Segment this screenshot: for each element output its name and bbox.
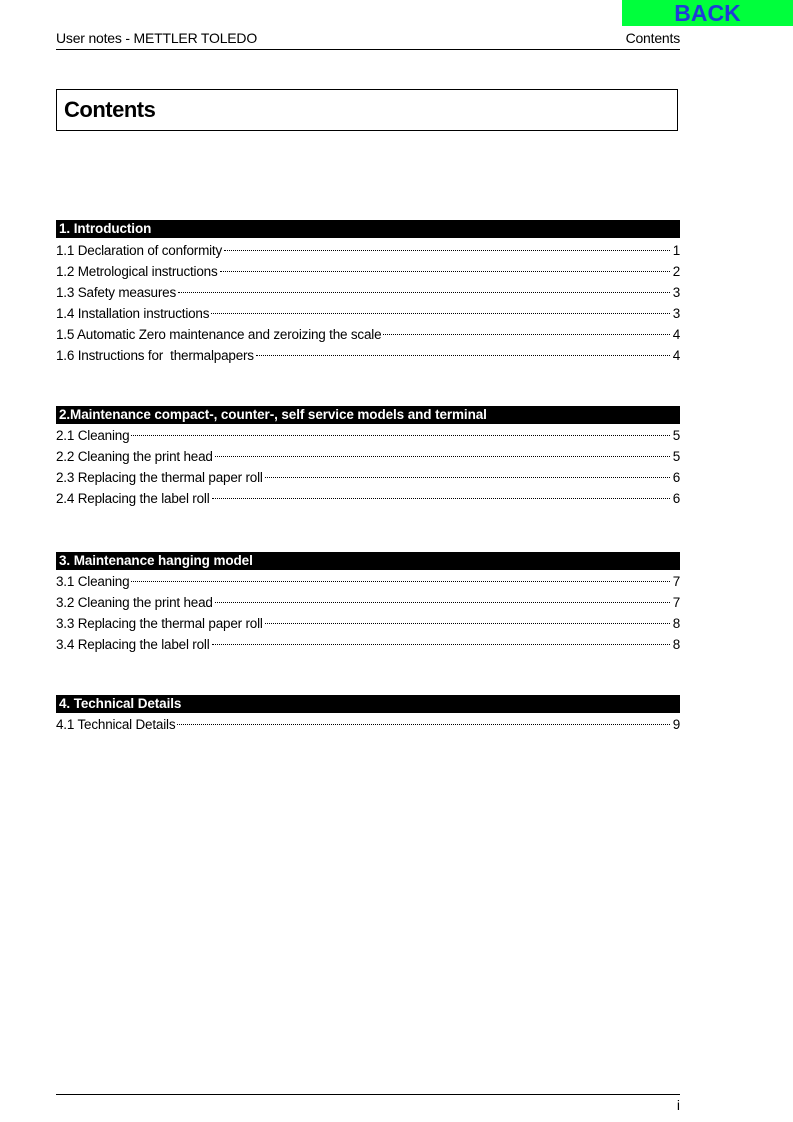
- header-right-text: Contents: [625, 30, 680, 46]
- toc-entry-label: 1.6 Instructions for thermalpapers: [56, 348, 254, 363]
- toc-entry[interactable]: [56, 592, 680, 613]
- section-heading: 4. Technical Details: [56, 695, 680, 713]
- dot-leader: [256, 355, 670, 356]
- toc-section-maintenance-compact: [56, 406, 680, 509]
- toc-entry-page: 8: [672, 637, 680, 652]
- dot-leader: [178, 292, 670, 293]
- toc-entry-page: 8: [672, 616, 680, 631]
- toc-entry-label: 4.1 Technical Details: [56, 717, 176, 732]
- toc-entry-page: 9: [672, 717, 680, 732]
- toc-entry[interactable]: [56, 634, 680, 655]
- section-heading: 3. Maintenance hanging model: [56, 552, 680, 570]
- toc-entry[interactable]: [56, 714, 680, 735]
- toc-entry-page: 6: [672, 491, 680, 506]
- toc-entry-label: 1.2 Metrological instructions: [56, 264, 218, 279]
- toc-entry-label: 3.2 Cleaning the print head: [56, 595, 213, 610]
- toc-entry-page: 4: [672, 348, 680, 363]
- footer-rule: [56, 1094, 680, 1095]
- dot-leader: [265, 477, 670, 478]
- dot-leader: [211, 313, 670, 314]
- toc-entry-label: 1.3 Safety measures: [56, 285, 177, 300]
- toc-section-introduction: [56, 220, 680, 366]
- toc-entry[interactable]: [56, 261, 680, 282]
- toc-entry-label: 2.4 Replacing the label roll: [56, 491, 210, 506]
- dot-leader: [383, 334, 670, 335]
- toc-entry-page: 3: [672, 285, 680, 300]
- toc-entry[interactable]: [56, 613, 680, 634]
- dot-leader: [265, 623, 670, 624]
- section-heading: 1. Introduction: [56, 220, 680, 238]
- toc-entry-page: 3: [672, 306, 680, 321]
- toc-entry-page: 7: [672, 574, 680, 589]
- dot-leader: [177, 724, 670, 725]
- dot-leader: [215, 602, 670, 603]
- toc-entry-label: 1.5 Automatic Zero maintenance and zeroizing the scale: [56, 327, 382, 342]
- dot-leader: [220, 271, 670, 272]
- running-header: [56, 29, 680, 50]
- toc-entry-label: 3.1 Cleaning: [56, 574, 130, 589]
- page-title: Contents: [64, 97, 156, 122]
- toc-entry-label: 2.3 Replacing the thermal paper roll: [56, 470, 263, 485]
- toc-entry-label: 1.1 Declaration of conformity: [56, 243, 223, 258]
- dot-leader: [212, 644, 671, 645]
- toc-entry-label: 3.4 Replacing the label roll: [56, 637, 210, 652]
- toc-section-technical-details: [56, 695, 680, 735]
- toc-entry-label: 3.3 Replacing the thermal paper roll: [56, 616, 263, 631]
- section-heading: 2.Maintenance compact-, counter-, self service models and terminal: [56, 406, 680, 424]
- toc-entry-page: 1: [672, 243, 680, 258]
- toc-entry-page: 5: [672, 428, 680, 443]
- toc-entry-label: 1.4 Installation instructions: [56, 306, 210, 321]
- header-left-text: User notes - METTLER TOLEDO: [56, 30, 258, 46]
- toc-entry-page: 2: [672, 264, 680, 279]
- dot-leader: [131, 581, 670, 582]
- toc-entry-page: 6: [672, 470, 680, 485]
- dot-leader: [215, 456, 670, 457]
- toc-entry-label: 2.2 Cleaning the print head: [56, 449, 213, 464]
- toc-entry[interactable]: [56, 345, 680, 366]
- toc-section-maintenance-hanging: [56, 552, 680, 655]
- toc-entry-page: 5: [672, 449, 680, 464]
- back-button[interactable]: BACK: [622, 0, 793, 26]
- toc-entry-page: 7: [672, 595, 680, 610]
- toc-entry[interactable]: [56, 488, 680, 509]
- toc-entry[interactable]: [56, 467, 680, 488]
- title-box: [56, 89, 678, 131]
- toc-entry-page: 4: [672, 327, 680, 342]
- toc-entry[interactable]: [56, 282, 680, 303]
- dot-leader: [224, 250, 670, 251]
- dot-leader: [212, 498, 671, 499]
- toc-entry[interactable]: [56, 425, 680, 446]
- toc-entry[interactable]: [56, 571, 680, 592]
- dot-leader: [131, 435, 670, 436]
- toc-entry[interactable]: [56, 324, 680, 345]
- footer-page-number: i: [676, 1097, 680, 1113]
- toc-entry[interactable]: [56, 303, 680, 324]
- toc-entry-label: 2.1 Cleaning: [56, 428, 130, 443]
- toc-entry[interactable]: [56, 446, 680, 467]
- toc-entry[interactable]: [56, 240, 680, 261]
